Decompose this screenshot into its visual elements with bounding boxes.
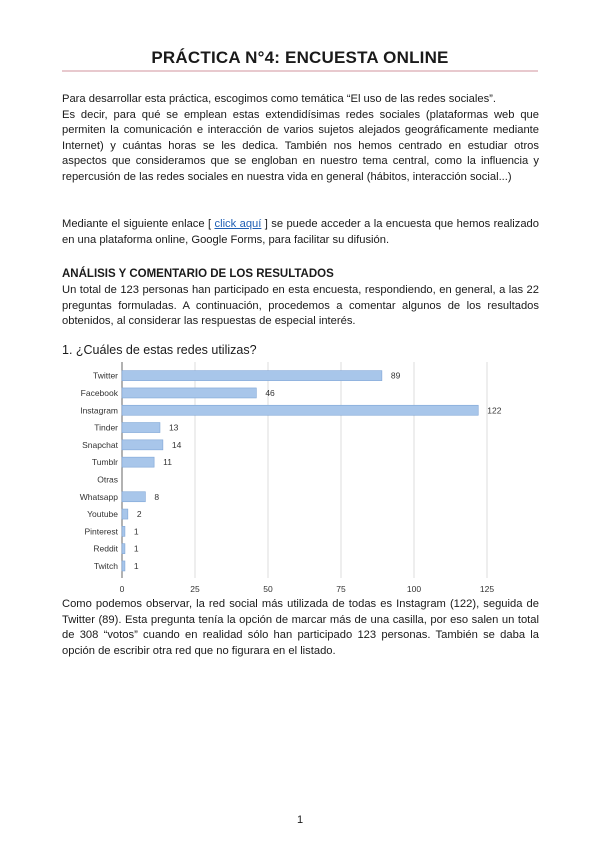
bar-twitter <box>122 371 382 381</box>
value-label: 46 <box>265 387 275 398</box>
value-label: 14 <box>171 439 182 450</box>
value-label: 1 <box>133 560 139 571</box>
bar-youtube <box>122 509 128 519</box>
value-label: 122 <box>487 405 502 416</box>
x-tick-label: 0 <box>119 584 125 594</box>
category-label: Youtube <box>87 509 118 520</box>
x-tick-label: 125 <box>479 584 495 594</box>
category-label: Twitch <box>93 560 118 571</box>
link-paragraph <box>62 217 539 248</box>
category-label: Whatsapp <box>79 491 118 502</box>
bar-snapchat <box>122 440 163 450</box>
page-number: 1 <box>296 814 304 826</box>
bar-tumblr <box>122 457 154 467</box>
bar-instagram <box>122 405 478 415</box>
survey-link[interactable]: click aquí <box>214 218 262 230</box>
value-label: 2 <box>136 509 142 520</box>
bar-twitch <box>122 561 125 571</box>
bar-chart <box>62 360 540 600</box>
value-label: 11 <box>163 457 172 468</box>
intro-body: Es decir, para qué se emplean estas extendidísimas redes sociales (plataformas web que permiten la comunicación e interacción de varios sujetos alejados geográficamente mediante Internet) y cuántas horas se les dedica. También nos hemos centrado en estudiar otros aspectos que consideramos que se engloban en nuestro tema central, como la influencia y repercusión de las redes sociales en nuestra vida en general (hábitos, interacción social...) <box>62 108 539 183</box>
category-label: Twitter <box>92 370 118 381</box>
value-label: 1 <box>133 543 139 554</box>
analysis-paragraph: Un total de 123 personas han participado en esta encuesta, respondiendo, en general, a las 22 preguntas formuladas. A continuación, procedemos a comentar algunos de los resultados obtenidos, al considerar las respuestas de especial interés. <box>62 284 539 327</box>
intro-first-line: Para desarrollar esta práctica, escogimos como temática “El uso de las redes sociales”. <box>62 93 497 105</box>
link-text-after: ] se puede acceder a la encuesta que hemos realizado en una plataforma online, Google Forms, para facilitar su difusión. <box>62 218 539 246</box>
x-tick-label: 100 <box>406 584 422 594</box>
x-tick-label: 50 <box>263 584 273 594</box>
value-label: 89 <box>390 370 401 381</box>
category-label: Reddit <box>93 543 118 554</box>
question-title: 1. ¿Cuáles de estas redes utilizas? <box>62 343 257 357</box>
x-tick-label: 75 <box>336 584 346 594</box>
value-label: 13 <box>168 422 179 433</box>
category-label: Snapchat <box>82 439 118 450</box>
category-label: Tinder <box>94 422 118 433</box>
comment-paragraph: Como podemos observar, la red social más utilizada de todas es Instagram (122), seguida de Twitter (89). Esta pregunta tenía la opción de marcar más de una casilla, por eso salen un total de 308 “votos” cuando en realidad sólo han participado 123 personas. También se daba la opción de escribir otra red que no figurara en el listado. <box>62 598 539 657</box>
bar-whatsapp <box>122 492 145 502</box>
link-text-before: Mediante el siguiente enlace [ <box>62 218 215 230</box>
category-label: Otras <box>97 474 118 485</box>
category-label: Facebook <box>80 387 118 398</box>
title-divider <box>62 70 538 72</box>
bar-facebook <box>122 388 256 398</box>
category-label: Tumblr <box>91 457 118 468</box>
bar-tinder <box>122 423 160 433</box>
bar-reddit <box>122 544 125 554</box>
bar-pinterest <box>122 526 125 536</box>
category-label: Instagram <box>80 405 118 416</box>
page-title: PRÁCTICA N°4: ENCUESTA ONLINE <box>151 48 449 67</box>
value-label: 8 <box>154 491 160 502</box>
x-tick-label: 25 <box>190 584 200 594</box>
intro-paragraph <box>62 92 539 185</box>
category-label: Pinterest <box>84 526 118 537</box>
analysis-heading: ANÁLISIS Y COMENTARIO DE LOS RESULTADOS <box>62 268 334 280</box>
value-label: 1 <box>133 526 139 537</box>
